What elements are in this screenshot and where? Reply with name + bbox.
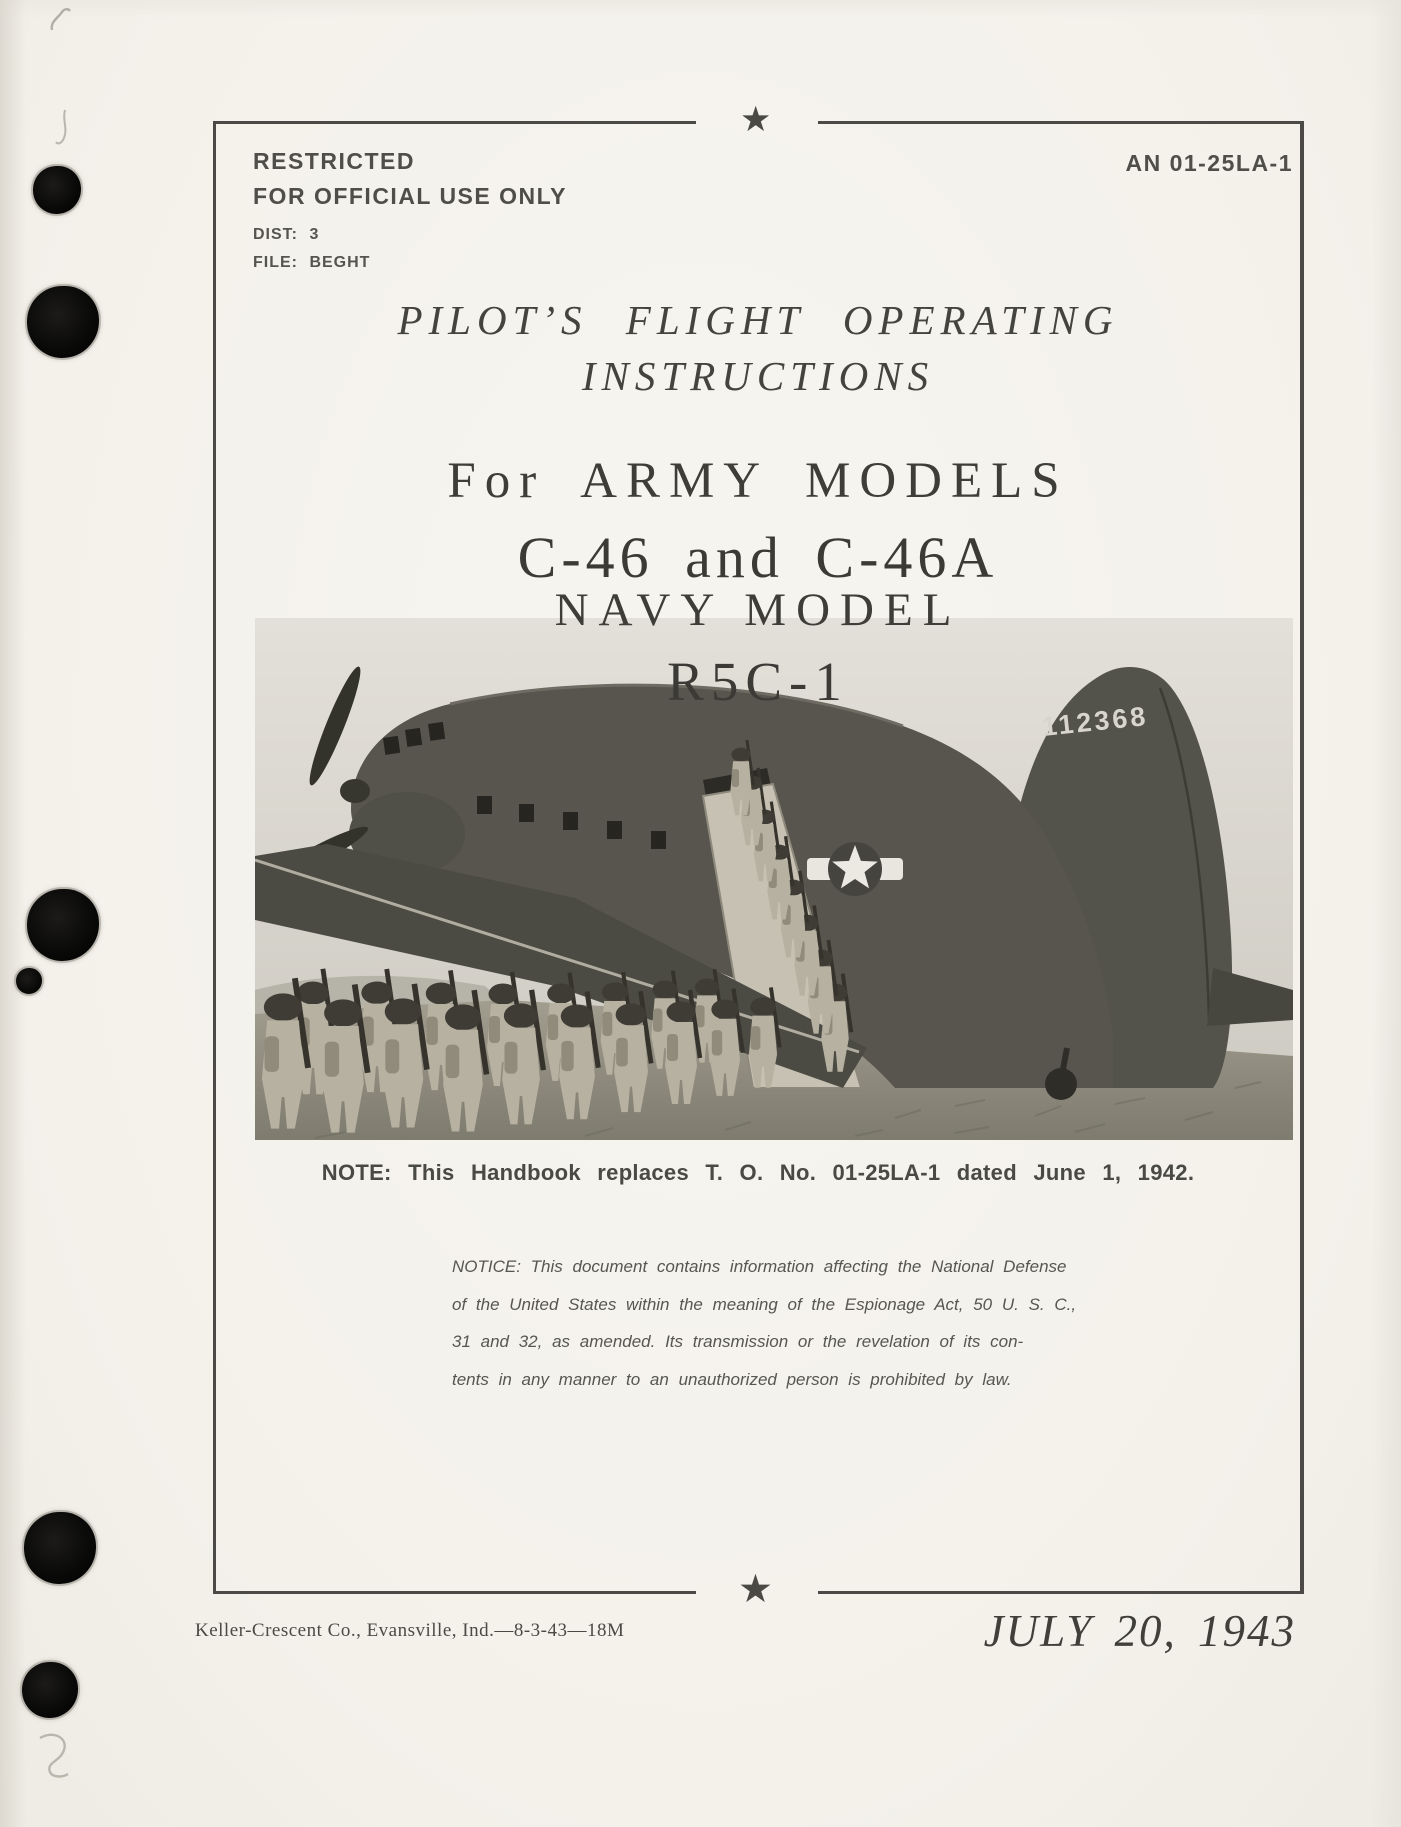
punch-hole (22, 1662, 78, 1718)
document-number: AN 01-25LA-1 (1125, 150, 1293, 176)
army-heading: For ARMY MODELS (447, 453, 1069, 509)
pencil-mark (52, 108, 78, 148)
pencil-mark (34, 1728, 90, 1780)
navy-heading: NAVY MODEL (554, 584, 962, 636)
frame-top-right-segment (818, 121, 1303, 124)
tail-number: 112368 (1040, 700, 1150, 742)
classification-restricted: RESTRICTED (253, 148, 415, 174)
frame-bottom-left-segment (213, 1591, 696, 1594)
punch-hole (27, 889, 99, 961)
title-line2: INSTRUCTIONS (581, 353, 935, 399)
notice-line: NOTICE: This document contains information affecting the National Defense (452, 1257, 1067, 1276)
dist-line: DIST: 3 (253, 226, 320, 243)
star-top-icon: ★ (740, 100, 772, 140)
pencil-mark (44, 4, 78, 38)
notice-line: tents in any manner to an unauthorized person is prohibited by law. (452, 1369, 1012, 1389)
printer-imprint: Keller-Crescent Co., Evansville, Ind.—8-3-43—18M (195, 1620, 625, 1641)
punch-hole (33, 166, 81, 214)
notice-line: of the United States within the meaning of the Espionage Act, 50 U. S. C., (452, 1294, 1077, 1314)
star-bottom-icon: ★ (738, 1567, 773, 1612)
punch-hole (16, 968, 42, 994)
army-models: C-46 and C-46A (517, 525, 999, 590)
frame-bottom-right-segment (818, 1591, 1303, 1594)
frame-top-left-segment (213, 121, 696, 124)
navy-model: R5C-1 (667, 651, 849, 712)
punch-hole (27, 286, 99, 358)
handbook-note: NOTE: This Handbook replaces T. O. No. 01-25LA-1 dated June 1, 1942. (321, 1160, 1195, 1185)
punch-hole (24, 1512, 96, 1584)
file-line: FILE: BEGHT (253, 254, 371, 271)
publication-date: JULY 20, 1943 (983, 1606, 1296, 1656)
notice-line: 31 and 32, as amended. Its transmission or the revelation of its con- (452, 1332, 1024, 1351)
title-line1: PILOT’S FLIGHT OPERATING (397, 297, 1119, 343)
classification-official-use: FOR OFFICIAL USE ONLY (253, 183, 567, 209)
espionage-notice (452, 1248, 1132, 1398)
